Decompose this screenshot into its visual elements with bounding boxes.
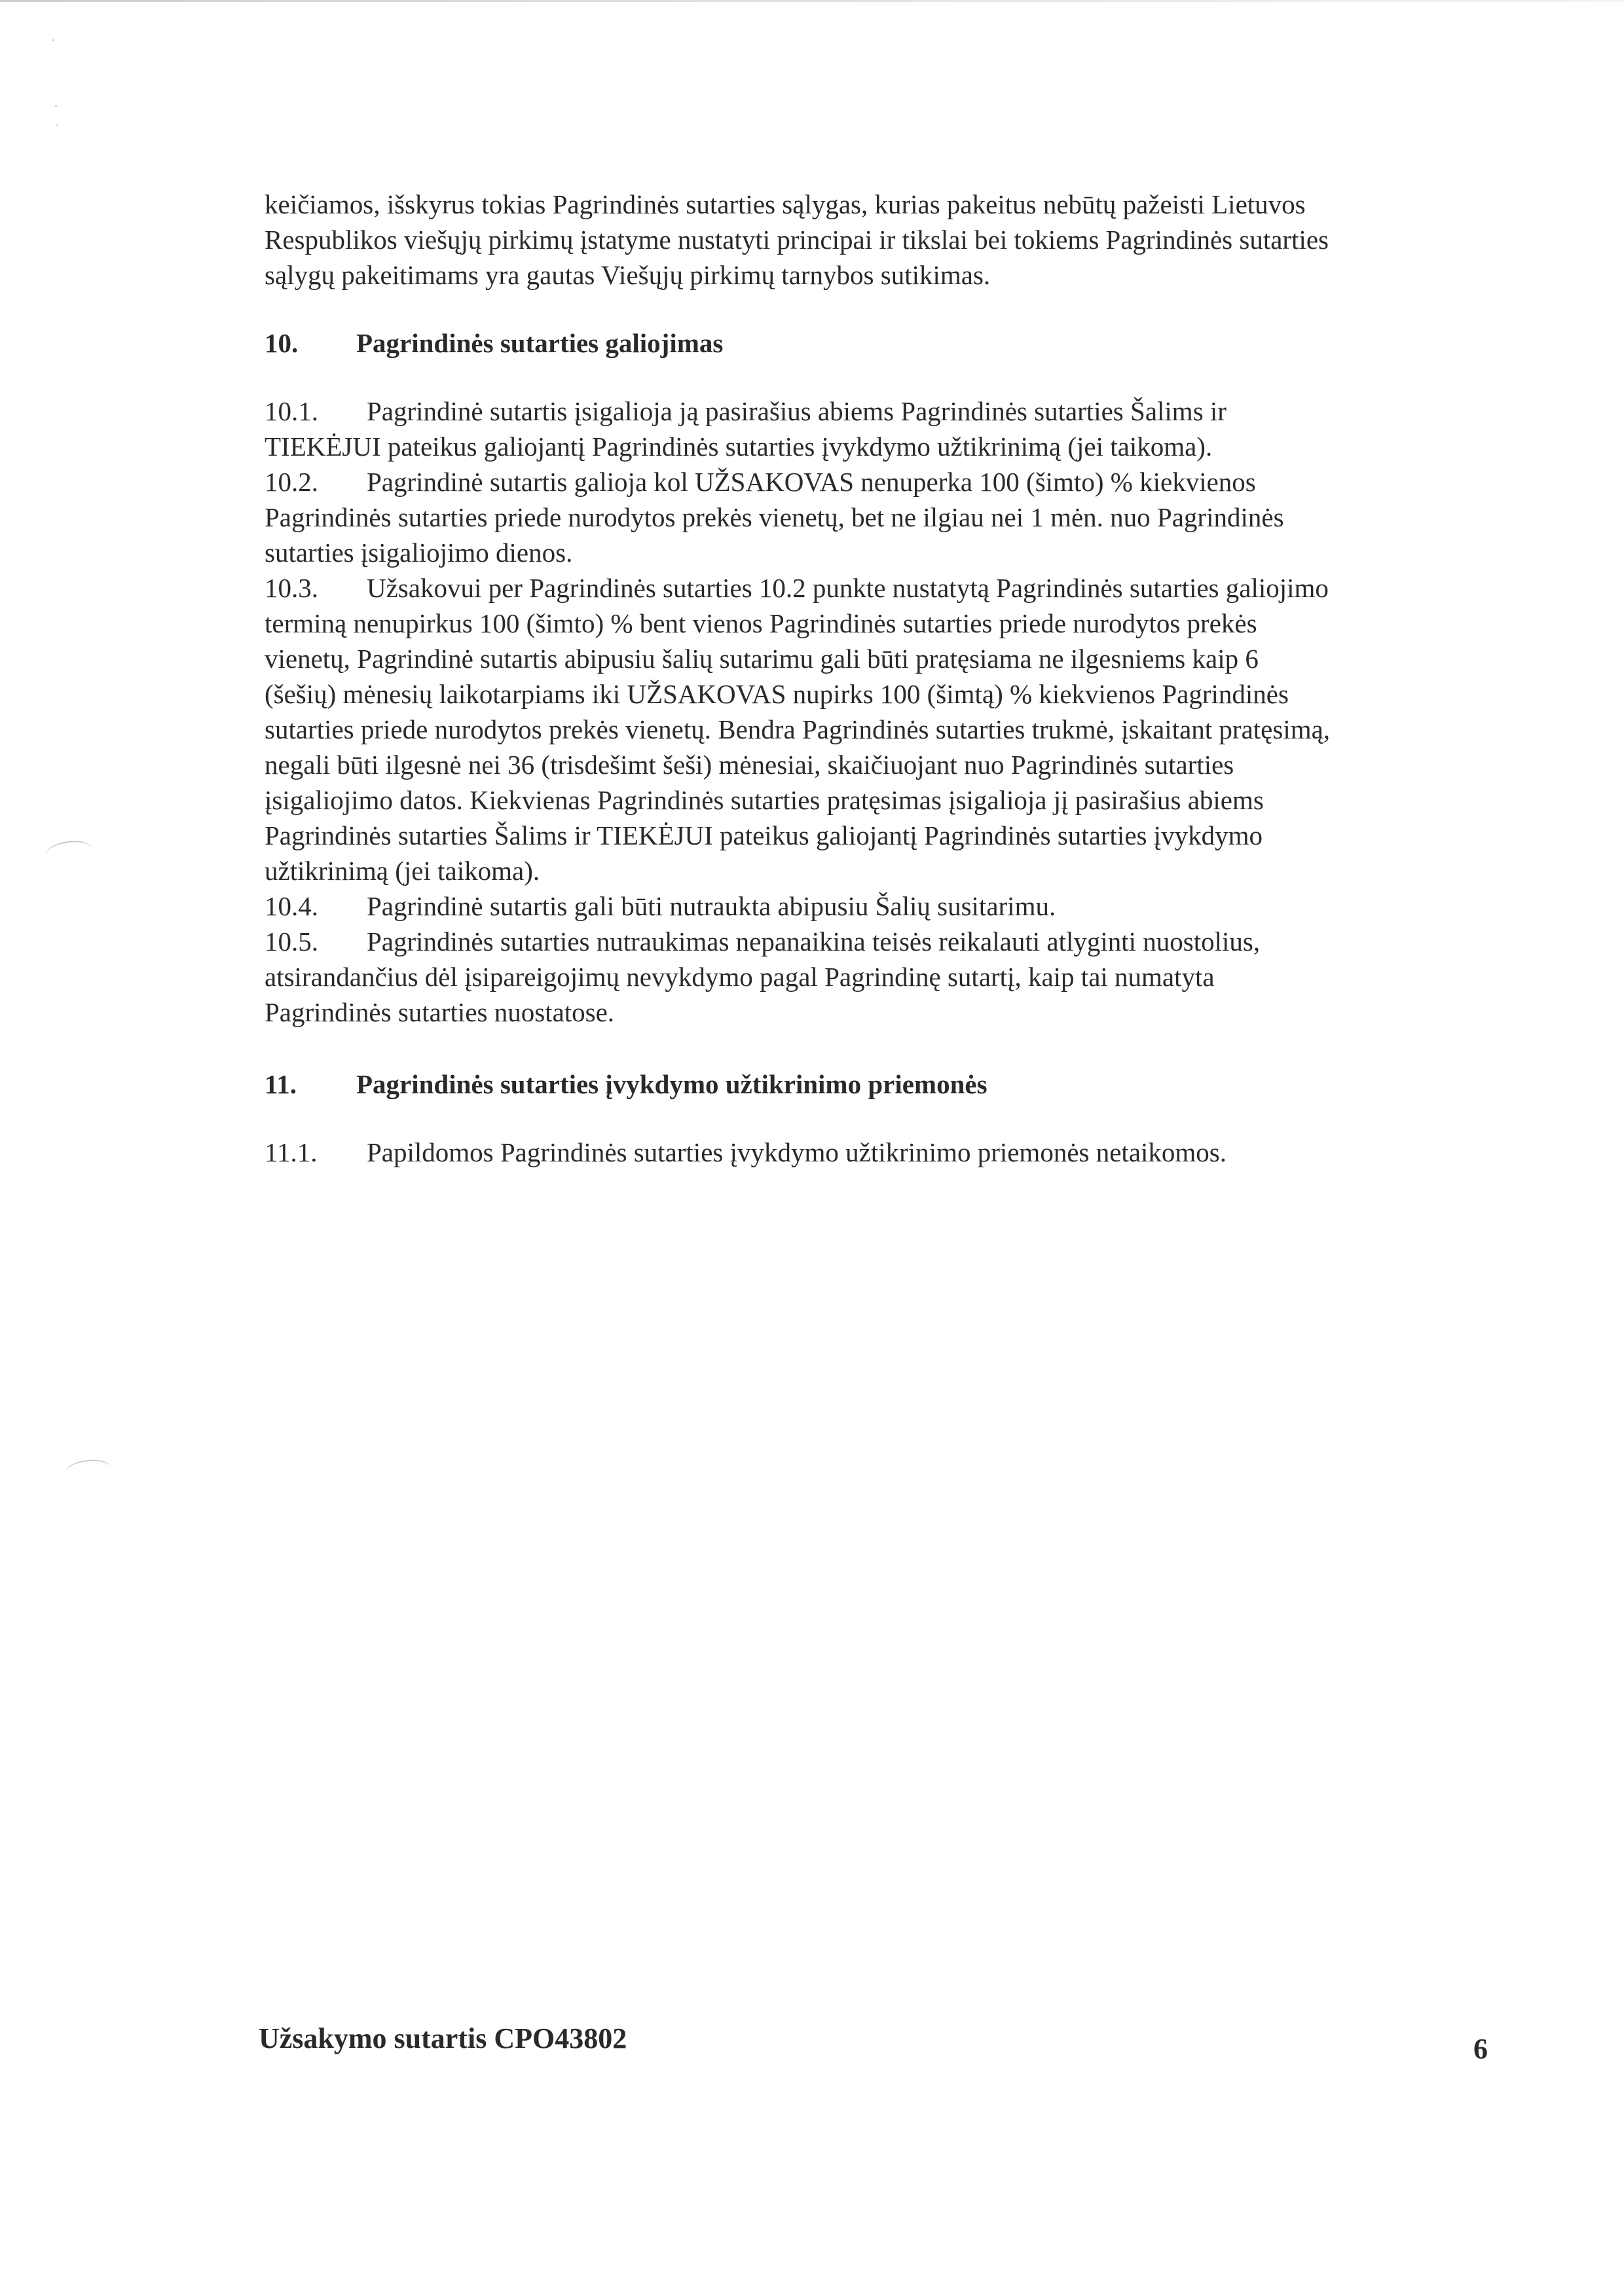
- text-line: Pagrindinė sutartis gali būti nutraukta abipusiu Šalių susitarimu.: [367, 891, 1056, 921]
- section-title: Pagrindinės sutarties galiojimas: [356, 328, 724, 358]
- clause-number: 10.4.: [265, 891, 318, 921]
- scan-mark: [45, 838, 93, 865]
- section-number: 11.: [265, 1069, 297, 1099]
- scan-mark: [65, 1457, 113, 1483]
- clause-11-1: [265, 1135, 1509, 1170]
- text-line: Pagrindinės sutarties Šalims ir TIEKĖJUI pateikus galiojantį Pagrindinės sutarties įvykdymo: [265, 820, 1263, 850]
- text-line: įsigaliojimo datos. Kiekvienas Pagrindinės sutarties pratęsimas įsigalioja jį pasirašius abiems: [265, 785, 1264, 815]
- text-line: Pagrindinė sutartis įsigalioja ją pasirašius abiems Pagrindinės sutarties Šalims ir: [367, 396, 1227, 426]
- section-11-heading: [265, 1066, 1509, 1102]
- clause-10-1: [265, 393, 1509, 464]
- section-title: Pagrindinės sutarties įvykdymo užtikrinimo priemonės: [356, 1069, 987, 1099]
- text-line: Pagrindinės sutarties priede nurodytos prekės vienetų, bet ne ilgiau nei 1 mėn. nuo Pagrindinės: [265, 502, 1284, 532]
- text-line: užtikrinimą (jei taikoma).: [265, 856, 540, 886]
- text-line: Pagrindinės sutarties nutraukimas nepanaikina teisės reikalauti atlyginti nuostolius,: [367, 926, 1261, 957]
- text-line: atsirandančius dėl įsipareigojimų nevykdymo pagal Pagrindinę sutartį, kaip tai numatyta: [265, 962, 1215, 992]
- scan-dust: [55, 105, 57, 107]
- text-line: Respublikos viešųjų pirkimų įstatyme nustatyti principai ir tikslai bei tokiems Pagrindinės sutarties: [265, 225, 1329, 255]
- clause-number: 11.1.: [265, 1137, 318, 1167]
- clause-number: 10.3.: [265, 573, 318, 603]
- section-number: 10.: [265, 328, 299, 358]
- text-line: sąlygų pakeitimams yra gautas Viešųjų pirkimų tarnybos sutikimas.: [265, 260, 991, 290]
- text-line: keičiamos, išskyrus tokias Pagrindinės sutarties sąlygas, kurias pakeitus nebūtų pažeisti Lietuvos: [265, 189, 1306, 219]
- text-line: terminą nenupirkus 100 (šimto) % bent vienos Pagrindinės sutarties priede nurodytos prekės: [265, 608, 1257, 638]
- text-line: Pagrindinė sutartis galioja kol UŽSAKOVAS nenuperka 100 (šimto) % kiekvienos: [367, 467, 1256, 497]
- clause-number: 10.5.: [265, 926, 318, 957]
- text-line: sutarties priede nurodytos prekės vienetų. Bendra Pagrindinės sutarties trukmė, įskaitant pratęsimą,: [265, 714, 1331, 744]
- footer-page-number: 6: [1473, 2033, 1488, 2065]
- footer-contract-label: Užsakymo sutartis CPO43802: [259, 2022, 627, 2054]
- scan-dust: [52, 39, 54, 41]
- text-line: Papildomos Pagrindinės sutarties įvykdymo užtikrinimo priemonės netaikomos.: [367, 1137, 1227, 1167]
- text-line: (šešių) mėnesių laikotarpiams iki UŽSAKOVAS nupirks 100 (šimtą) % kiekvienos Pagrindinės: [265, 679, 1289, 709]
- clause-number: 10.2.: [265, 467, 318, 497]
- scan-dust: [56, 124, 58, 126]
- clause-10-5: [265, 924, 1509, 1030]
- scan-top-edge: [0, 0, 1624, 2]
- section-10-heading: [265, 325, 1509, 361]
- clause-10-2: [265, 464, 1509, 570]
- text-line: sutarties įsigaliojimo dienos.: [265, 538, 573, 568]
- intro-paragraph: [265, 187, 1509, 293]
- text-line: vienetų, Pagrindinė sutartis abipusiu šalių sutarimu gali būti pratęsiama ne ilgesniems kaip 6: [265, 644, 1259, 674]
- clause-10-4: [265, 888, 1509, 924]
- clause-10-3: [265, 570, 1509, 888]
- document-body: [265, 187, 1509, 1170]
- text-line: Užsakovui per Pagrindinės sutarties 10.2 punkte nustatytą Pagrindinės sutarties galiojimo: [367, 573, 1329, 603]
- clause-number: 10.1.: [265, 396, 318, 426]
- text-line: TIEKĖJUI pateikus galiojantį Pagrindinės sutarties įvykdymo užtikrinimą (jei taikoma).: [265, 431, 1213, 462]
- text-line: negali būti ilgesnė nei 36 (trisdešimt šeši) mėnesiai, skaičiuojant nuo Pagrindinės sutarties: [265, 750, 1234, 780]
- text-line: Pagrindinės sutarties nuostatose.: [265, 997, 615, 1027]
